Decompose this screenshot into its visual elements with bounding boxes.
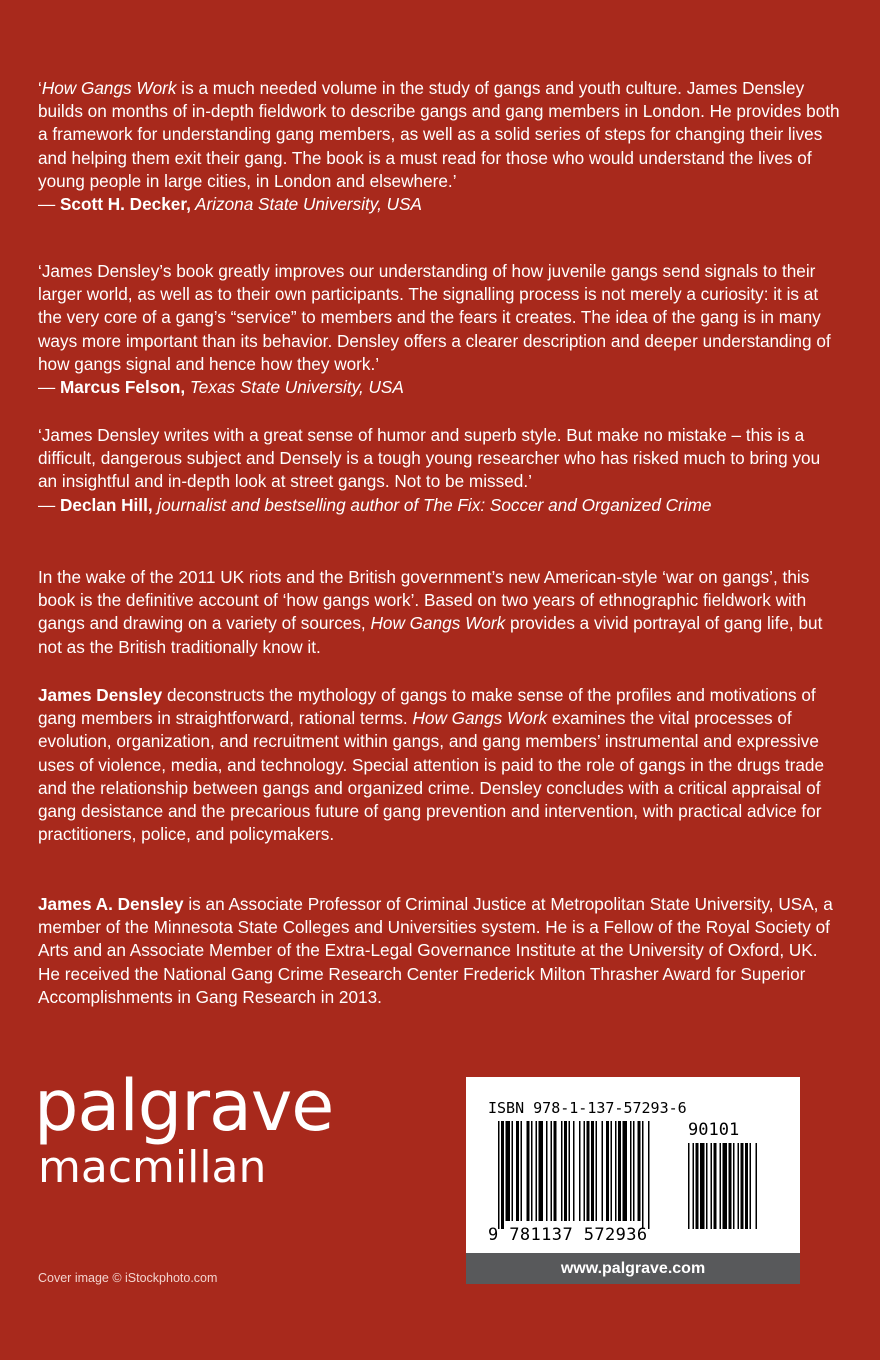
reviewer-affiliation: Texas State University, USA	[185, 377, 404, 398]
barcode-bar	[711, 1143, 713, 1229]
review-decker	[38, 77, 842, 216]
barcode-bar	[693, 1143, 695, 1229]
barcode-bar	[745, 1143, 748, 1229]
publisher-logo	[34, 1065, 354, 1194]
description-paragraph-1: In the wake of the 2011 UK riots and the British government’s new American-style ‘war on gangs’, this book is the definitive account of ‘how gangs work’. Based on two years of ethnographic fieldwork with gangs and drawing on a variety of sources, How Gangs Work provides a vivid portrayal of gang life, but not as the British traditionally know it.	[38, 567, 823, 657]
review-attribution: — Declan Hill, journalist and bestselling author of The Fix: Soccer and Organized Crime	[38, 494, 712, 515]
barcode-bar	[554, 1121, 557, 1221]
barcode-bar	[506, 1121, 511, 1221]
barcode-bar	[527, 1121, 530, 1221]
barcode-bar	[564, 1121, 567, 1221]
author-bio: James A. Densley is an Associate Professor of Criminal Justice at Metropolitan State University, USA, a member of the Minnesota State Colleges and Universities system. He is a Fellow of the Royal Society of Arts and an Associate Member of the Extra-Legal Governance Institute at the University of Oxford, UK. He received the National Gang Crime Research Center Frederick Milton Thrasher Award for Superior Accomplishments in Gang Research in 2013.	[38, 894, 833, 1007]
barcode-bar	[741, 1143, 744, 1229]
barcode-bar	[738, 1143, 740, 1229]
barcode-bar	[696, 1143, 699, 1229]
barcode-bar	[587, 1121, 590, 1221]
barcode-bar	[750, 1143, 752, 1229]
barcode-bar	[723, 1143, 728, 1229]
barcode-bar	[720, 1143, 722, 1229]
review-felson	[38, 260, 842, 399]
barcode-bar	[756, 1143, 758, 1229]
reviewer-affiliation: journalist and bestselling author of The Fix: Soccer and Organized Crime	[152, 494, 712, 515]
review-attribution: — Scott H. Decker, Arizona State University, USA	[38, 194, 423, 215]
reviewer-name: Declan Hill,	[59, 494, 153, 515]
barcode-bar	[623, 1121, 628, 1221]
barcode-bar	[642, 1121, 644, 1229]
review-hill	[38, 424, 842, 517]
barcode-bar	[569, 1121, 571, 1221]
barcode-bar	[615, 1121, 617, 1221]
reviewer-name: Scott H. Decker,	[59, 194, 191, 215]
review-quote: ‘James Densley’s book greatly improves our understanding of how juvenile gangs send signals to their larger world, as well as to their own participants. The signalling process is not merely a curiosity: it is at the very core of a gang’s “service” to members and the fears it creates. The idea of the gang is in many ways more important than its behavior. Densley offers a clearer description and deeper understanding of how gangs signal and hence how they work.’	[38, 261, 831, 374]
barcode-bar	[501, 1121, 504, 1229]
barcode-bar	[561, 1121, 563, 1221]
book-title-italic: How Gangs Work	[412, 708, 548, 729]
barcode-bar	[521, 1121, 523, 1221]
book-title-italic: How Gangs Work	[41, 78, 177, 98]
barcode-bar	[498, 1121, 500, 1229]
barcode-bar	[516, 1121, 519, 1221]
barcode-bar	[536, 1121, 538, 1221]
cover-image-credit: Cover image © iStockphoto.com	[38, 1271, 218, 1285]
author-name: James A. Densley	[38, 894, 184, 914]
barcode-bar	[531, 1121, 533, 1221]
book-title-italic: How Gangs Work	[370, 613, 506, 634]
barcode-bar	[688, 1143, 690, 1229]
reviewer-name: Marcus Felson,	[59, 377, 186, 398]
author-name: James Densley	[38, 685, 163, 705]
price-code: 90101	[688, 1120, 740, 1140]
barcode-bar	[611, 1121, 613, 1221]
barcode-bar	[539, 1121, 544, 1221]
barcode-bar	[512, 1121, 514, 1221]
review-quote: ‘How Gangs Work is a much needed volume in the study of gangs and youth culture. James Densley builds on months of in-depth fieldwork to describe gangs and gang members in London. He provides both a framework for understanding gang members, as well as a solid series of steps for changing their lives and helping them exit their gang. The book is a must read for those who would understand the lives of young people in large cities, in London and elsewhere.’	[38, 78, 840, 191]
review-quote: ‘James Densley writes with a great sense of humor and superb style. But make no mistake – this is a difficult, dangerous subject and Densely is a tough young researcher who has risked much to bring you an insightful and in-depth look at street gangs. Not to be missed.’	[38, 425, 821, 492]
description-paragraph-2: James Densley deconstructs the mythology of gangs to make sense of the profiles and motivations of gang members in straightforward, rational terms. How Gangs Work examines the vital processes of evolution, organization, and recruitment within gangs, and gang members’ instrumental and expressive uses of violence, media, and technology. Special attention is paid to the role of gangs in the drugs trade and the relationship between gangs and organized crime. Densley concludes with a critical appraisal of gang desistance and the precarious future of gang prevention and intervention, with practical advice for practitioners, police, and policymakers.	[38, 685, 825, 845]
ean-digits: 9 781137 572936	[488, 1225, 648, 1245]
publisher-url: www.palgrave.com	[466, 1253, 800, 1284]
logo-palgrave: palgrave	[34, 1065, 334, 1147]
barcode-bar	[591, 1121, 594, 1221]
logo-macmillan: macmillan	[38, 1142, 267, 1193]
barcode-bar	[602, 1121, 604, 1221]
barcode-bar	[729, 1143, 732, 1229]
isbn-number: ISBN 978-1-137-57293-6	[488, 1099, 687, 1117]
barcode-bar	[596, 1121, 598, 1221]
barcode-bar	[714, 1143, 717, 1229]
review-attribution: — Marcus Felson, Texas State University, USA	[38, 377, 404, 398]
barcode-bar	[733, 1143, 735, 1229]
reviewer-affiliation: Arizona State University, USA	[190, 194, 423, 215]
barcode-bar	[700, 1143, 705, 1229]
isbn-barcode-panel	[466, 1077, 800, 1284]
barcode-bar	[551, 1121, 553, 1221]
barcode-bar	[630, 1121, 632, 1221]
barcode-bar	[638, 1121, 641, 1221]
barcode-bar	[633, 1121, 635, 1221]
barcode-bar	[706, 1143, 708, 1229]
barcode-bar	[573, 1121, 575, 1221]
barcode-bar	[546, 1121, 548, 1221]
barcode-bar	[618, 1121, 621, 1221]
barcode-bar	[606, 1121, 609, 1221]
barcode-bar	[579, 1121, 581, 1221]
barcode-bar	[648, 1121, 650, 1229]
barcode-bar	[584, 1121, 586, 1221]
